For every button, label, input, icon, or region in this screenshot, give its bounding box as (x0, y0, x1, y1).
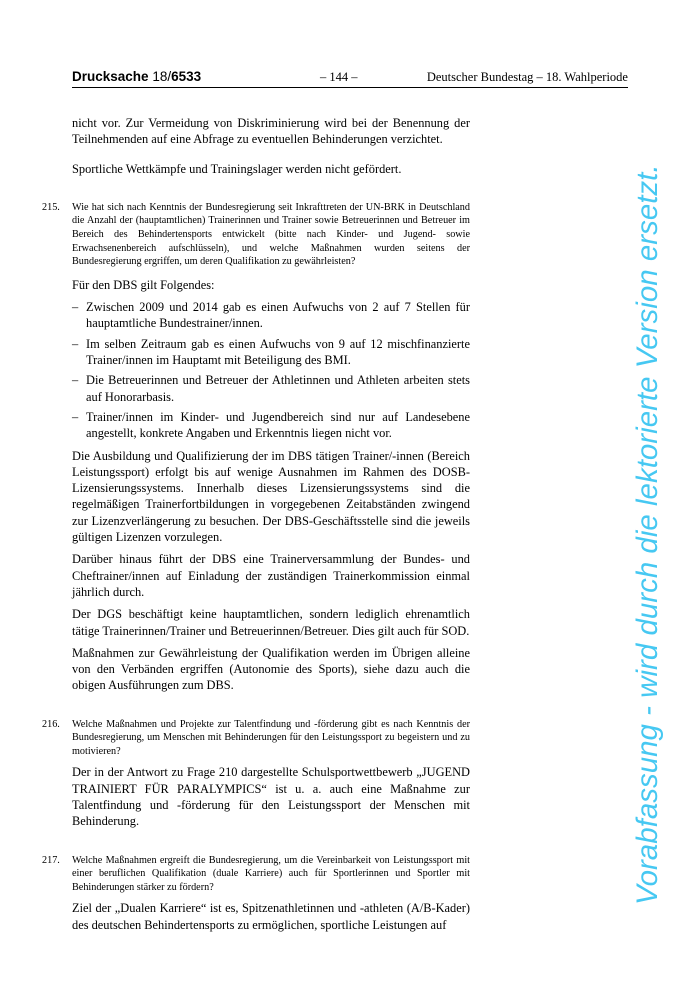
question-217: 217. Welche Maßnahmen ergreift die Bundesregierung, um die Vereinbarkeit von Leistungssport mit einer beruflichen Qualifikation (duale Karriere) auch für Sportlerinnen und Sportler mit Behinderungen stärker zu fördern? (42, 854, 470, 893)
paragraph: Der DGS beschäftigt keine hauptamtlichen, sondern lediglich ehrenamtlich tätige Trainerinnen/Trainer und Betreuerinnen/Betreuer. Dies gilt auch für SOD. (72, 607, 470, 638)
drucksache-label: Drucksache 18/6533 (72, 69, 202, 84)
page-number: – 144 – (320, 70, 358, 84)
paragraph: Maßnahmen zur Gewährleistung der Qualifikation werden im Übrigen alleine von den Verbänden ergriffen (Autonomie des Sports), siehe dazu auch die obigen Ausführungen zum DBS. (72, 645, 470, 693)
paragraph: Ziel der „Dualen Karriere“ ist es, Spitzenathletinnen und -athleten (A/B-Kader) des deutschen Behindertensports zu ermöglichen, sportliche Leistungen auf (72, 901, 470, 932)
list-item: – Zwischen 2009 und 2014 gab es einen Aufwuchs von 2 auf 7 Stellen für hauptamtliche Bundestrainer/innen. (72, 300, 470, 331)
paragraph: Für den DBS gilt Folgendes: (72, 277, 215, 292)
header-parliament: Deutscher Bundestag – 18. Wahlperiode (426, 70, 628, 84)
document-body (42, 115, 470, 933)
draft-watermark: Vorabfassung - wird durch die lektorierte Version ersetzt. (631, 164, 664, 905)
paragraph: nicht vor. Zur Vermeidung von Diskriminierung wird bei der Benennung der Teilnehmenden auf eine Abfrage zu eventuellen Behinderungen verzichtet. (72, 116, 470, 147)
page-header (72, 69, 628, 87)
list-item: – Im selben Zeitraum gab es einen Aufwuchs von 9 auf 12 mischfinanzierte Trainer/innen im Hauptamt mit Beteiligung des BMI. (72, 336, 470, 368)
paragraph: Sportliche Wettkämpfe und Trainingslager werden nicht gefördert. (72, 161, 402, 176)
list-item: – Die Betreuerinnen und Betreuer der Athletinnen und Athleten arbeiten stets auf Honorarbasis. (72, 373, 470, 404)
paragraph: Die Ausbildung und Qualifizierung der im DBS tätigen Trainer/-innen (Bereich Leistungssport) erfolgt bis auf wenige Ausnahmen im Rahmen des DOSB-Lizensierungssystems. Innerhalb dieses Lizensierungssystems sind die regelmäßigen Trainerfortbildungen in vorgegebenen Zeitabständen zwingend zur Lizenzverlängerung zu besuchen. Der DBS-Geschäftsstelle sind die jeweils gültigen Lizenzen vorzulegen. (72, 448, 470, 545)
question-215: 215. Wie hat sich nach Kenntnis der Bundesregierung seit Inkrafttreten der UN-BRK in Deutschland die Anzahl der (hauptamtlichen) Trainerinnen und Trainer sowie Betreuerinnen und Betreuer im Bereich des Behindertensports entwickelt (bitte nach Kinder- und Jugend- sowie Erwachsenenbereich aufschlüsseln), und welche Maßnahmen wurden seitens der Bundesregierung ergriffen, um deren Qualifikation zu gewährleisten? (42, 201, 470, 268)
paragraph: Der in der Antwort zu Frage 210 dargestellte Schulsportwettbewerb „JUGEND TRAINIERT FÜR PARALYMPICS“ ist u. a. auch eine Maßnahme zur Talentfindung und -förderung für den Leistungssport der Menschen mit Behinderung. (72, 765, 470, 829)
header-rule (72, 87, 628, 88)
question-216: 216. Welche Maßnahmen und Projekte zur Talentfindung und -förderung gibt es nach Kenntnis der Bundesregierung, um Menschen mit Behinderungen für den Leistungssport zu begeistern und zu motivieren? (42, 718, 470, 757)
paragraph: Darüber hinaus führt der DBS eine Trainerversammlung der Bundes- und Cheftrainer/innen auf Einladung der zuständigen Trainerkommission einmal jährlich durch. (72, 552, 470, 599)
list-item: – Trainer/innen im Kinder- und Jugendbereich sind nur auf Landesebene angestellt, konkrete Angaben und Erkenntnis liegen nicht vor. (72, 409, 470, 441)
bullet-list (72, 299, 470, 441)
